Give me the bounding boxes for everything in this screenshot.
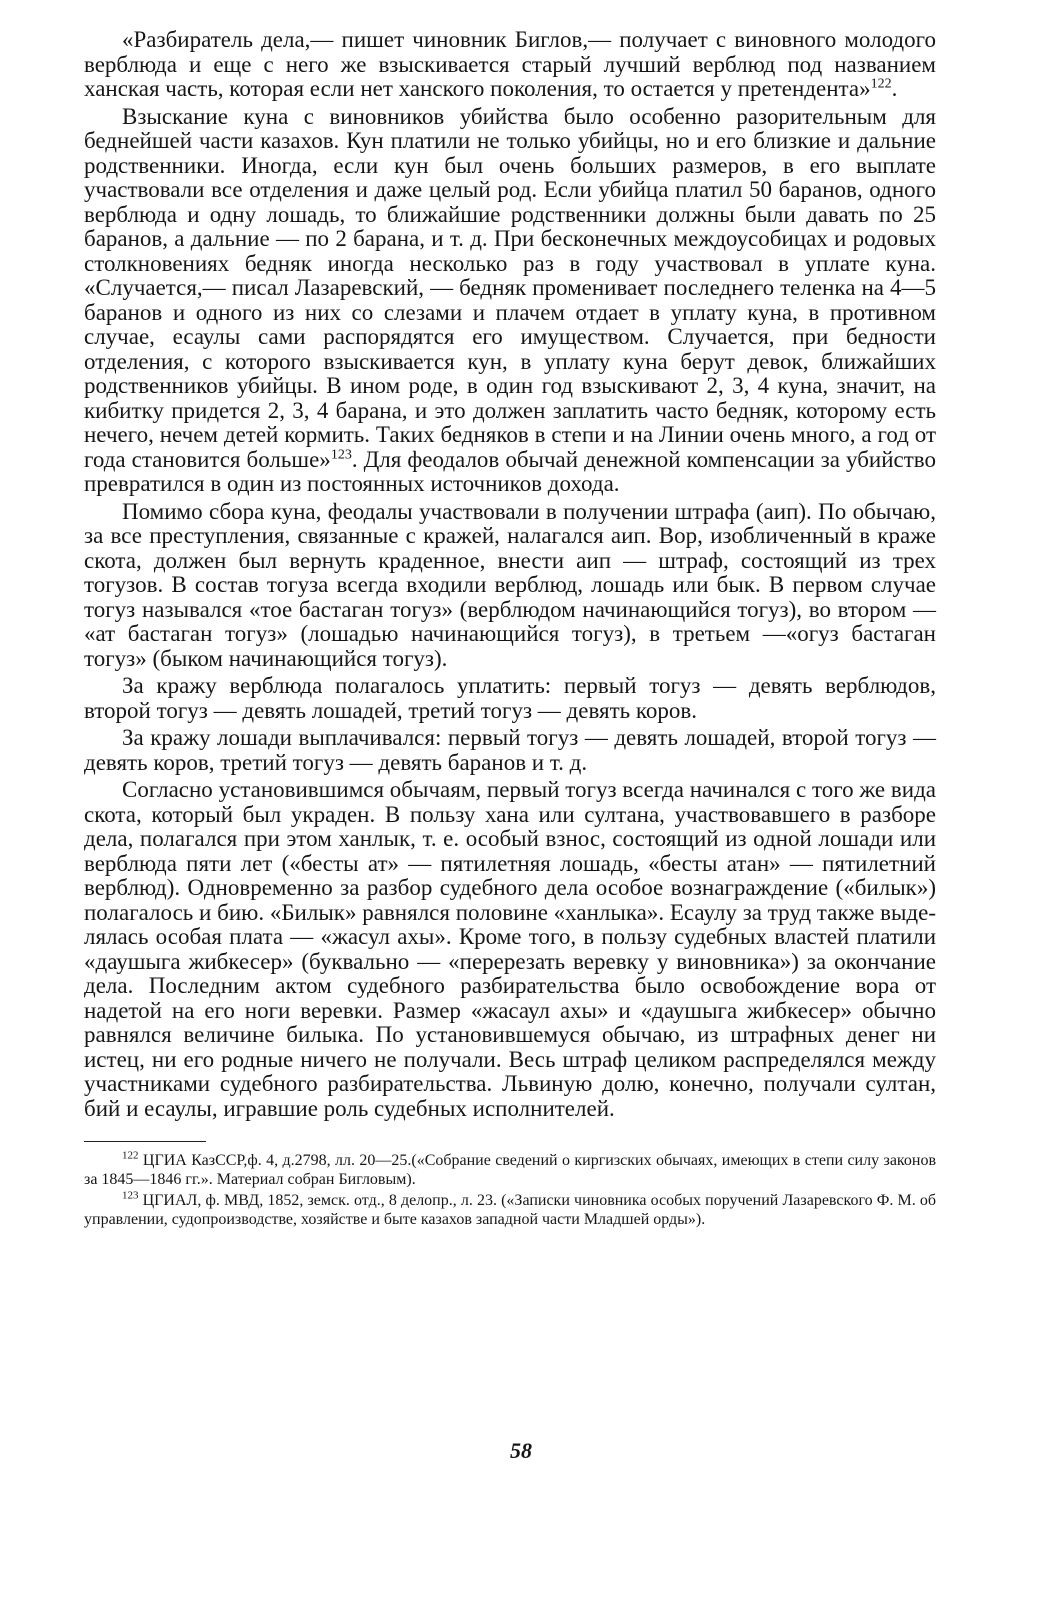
paragraph-text: Взыскание куна с виновников убийства было особенно разорительным для беднейшей части казахов. Кун платили не только убийцы, но и его близкие и дальние родственники. Иногда, если кун был очень больших размеров, в его выплате участвовали все отделения и даже целый род. Если убийца платил 50 баранов, одного верблюда и одну лошадь, то ближайшие родственники должны были давать по 25 баранов, а дальние — по 2 барана, и т. д. При бесконечных междоусобицах и родовых столкновениях бедняк иногда несколько раз в году участвовал в уплате куна. «Случается,— писал Лазаревский, — бедняк променивает последнего теленка на 4—5 баранов и одного из них со слезами и плачем отдает в уплату куна, в противном случае, есаулы сами распорядятся его имуществом. Случается, при бедности отделения, с которого взыскивается кун, в уплату куна берут девок, ближайших родственников убийцы. В ином роде, в один год взыскивают 2, 3, 4 куна, значит, на кибитку придется 2, 3, 4 барана, и это должен заплатить часто бедняк, которому есть нечего, нечем детей кормить. Таких бедняков в степи и на Линии очень много, а год от года становится больше» [84, 103, 936, 472]
paragraph-2 [84, 105, 936, 497]
footnote-text: ЦГИА КазССР,ф. 4, д.2798, лл. 20—25.(«Собрание сведений о киргизских обычаях, имеющих в степи силу законов за 1845—1846 гг.». Материал собран Бигловым). [84, 1152, 936, 1188]
paragraph-text: За кражу верблюда полагалось уплатить: первый тогуз — девять верблюдов, второй тогуз — девять лошадей, третий тогуз — девять коров. [84, 673, 936, 723]
footnote-divider [84, 1141, 206, 1142]
footnote-text: ЦГИАЛ, ф. МВД, 1852, земск. отд., 8 делопр., л. 23. («Записки чиновника особых поручений Лазаревского Ф. М. об управлении, судопроизводстве, хозяйстве и быте казахов западной части Младшей орды»). [84, 1192, 936, 1228]
paragraph-5 [84, 726, 936, 775]
footnote-122 [84, 1151, 936, 1189]
page-number: 58 [510, 1438, 532, 1463]
paragraph-text: Согласно установившимся обычаям, первый тогуз всегда начинался с того же вида скота, который был украден. В пользу хана или султана, участвовавшего в разборе дела, полагался при этом ханлык, т. е. особый взнос, состоящий из одной лошади или верблюда пяти лет («бесты ат» — пятилетняя лошадь, «бесты атан» — пятилетний верблюд). Одновременно за разбор судебного дела особое вознаграждение («билык») полагалось и бию. «Билык» равнялся половине «ханлыка». Есаулу за труд также выделялась особая плата — «жасул ахы». Кроме того, в пользу судебных властей платили «даушыга жибкесер» (буквально — «перерезать веревку у виновника») за окончание дела. Последним актом судебного разбирательства было освобождение вора от надетой на его ноги веревки. Размер «жасаул ахы» и «даушыга жибкесер» обычно равнялся величине билыка. По установившемуся обычаю, из штрафных денег ни истец, ни его родные ничего не получали. Весь штраф целиком распределялся между участниками судебного разбирательства. Львиную долю, конечно, получали султан, бий и есаулы, игравшие роль судебных исполнителей. [84, 777, 936, 1121]
paragraph-tail: . [891, 76, 898, 101]
paragraph-4 [84, 674, 936, 723]
paragraph-3 [84, 500, 936, 672]
paragraph-text: «Разбиратель дела,— пишет чиновник Биглов,— получает с виновного молодого верблюда и еще с него же взыскивается старый лучший верблюд под названием ханская часть, которая если нет ханского поколения, то остается у претендента» [84, 27, 936, 101]
paragraph-6 [84, 778, 936, 1121]
paragraph-text: Помимо сбора куна, феодалы участвовали в получении штрафа (аип). По обычаю, за все преступления, связанные с кражей, налагался аип. Вор, изобличенный в краже скота, должен был вернуть краденное, внести аип — штраф, состоящий из трех тогузов. В состав тогуза всегда входили верблюд, лошадь или бык. В первом случае тогуз назывался «тое бастаган тогуз» (верблюдом начинающийся тогуз), во втором — «ат бастаган тогуз» (лошадью начинающийся тогуз), в третьем —«огуз бастаган тогуз» (быком начинающийся тогуз). [84, 498, 936, 671]
paragraph-text: За кражу лошади выплачивался: первый тогуз — девять лошадей, второй тогуз — девять коров, третий тогуз — девять баранов и т. д. [84, 725, 936, 775]
footnote-number: 123 [122, 1189, 139, 1202]
footnote-number: 122 [122, 1149, 139, 1162]
paragraph-1 [84, 28, 936, 102]
footnote-ref: 122 [870, 76, 892, 92]
footnote-123 [84, 1191, 936, 1229]
paragraph-tail: . Для феодалов обычай денежной компенсации за убийство превратился в один из постоянных источников дохода. [84, 446, 936, 496]
footnote-ref: 123 [330, 446, 352, 462]
page-body [84, 28, 936, 1231]
